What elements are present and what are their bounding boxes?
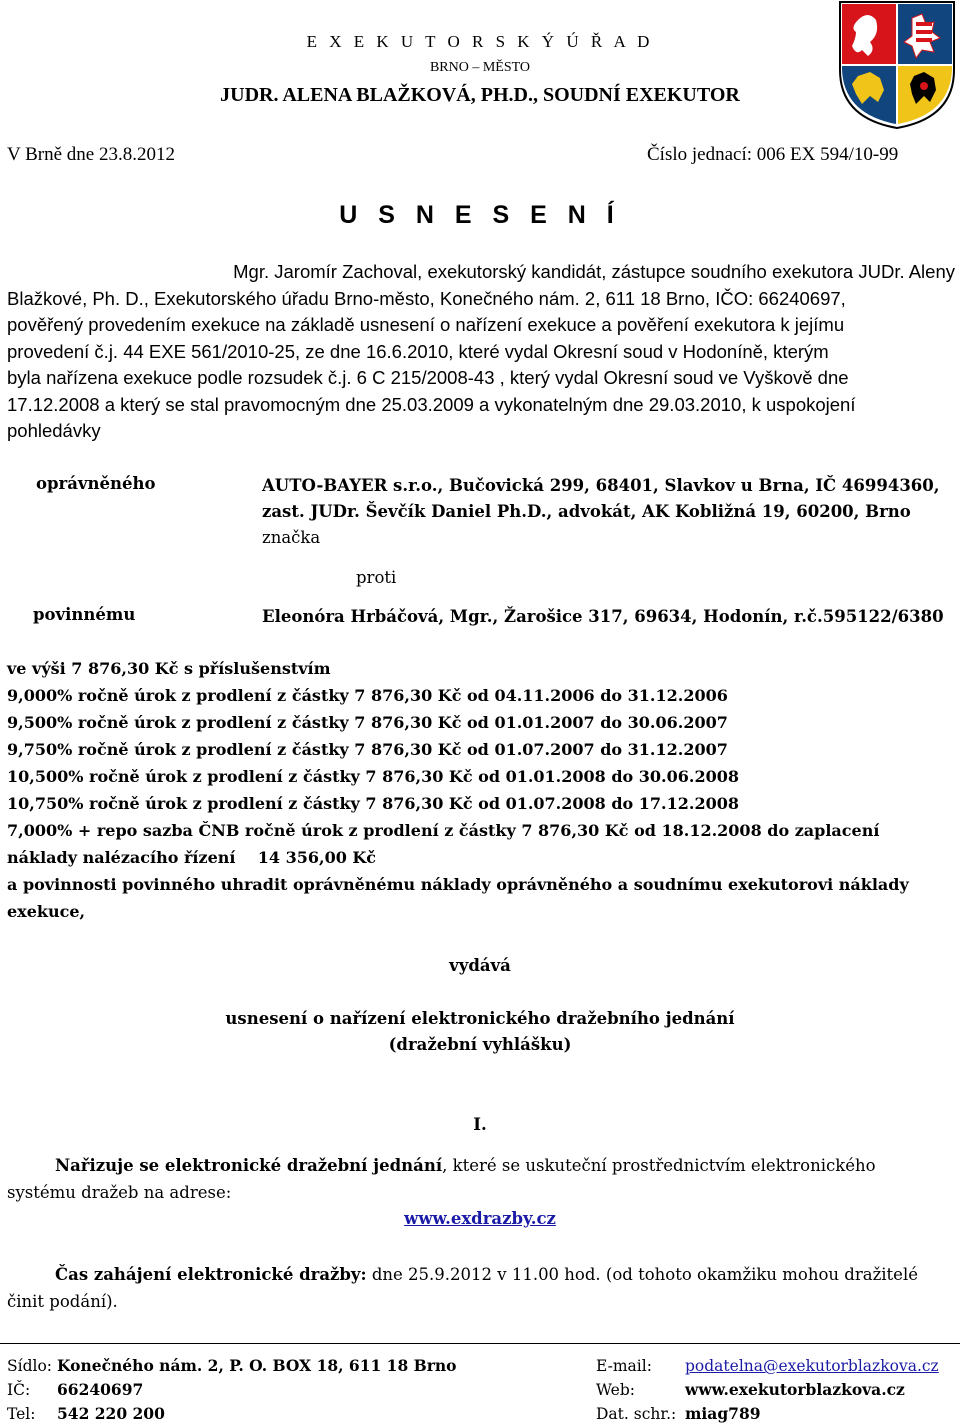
footer-email-value bbox=[685, 1354, 939, 1378]
claim-line: 9,000% ročně úrok z prodlení z částky 7 876,30 Kč od 04.11.2006 do 31.12.2006 bbox=[7, 686, 728, 705]
footer-databox-label: Dat. schr.: bbox=[596, 1405, 677, 1423]
claim-line: 7,000% + repo sazba ČNB ročně úrok z prodlení z částky 7 876,30 Kč od 18.12.2008 do zaplacení bbox=[7, 821, 880, 840]
footer-tel-label: Tel: bbox=[7, 1405, 36, 1423]
claim-line: 10,750% ročně úrok z prodlení z částky 7 876,30 Kč od 01.07.2008 do 17.12.2008 bbox=[7, 794, 739, 813]
intro-line: Mgr. Jaromír Zachoval, exekutorský kandidát, zástupce soudního exekutora JUDr. Aleny bbox=[233, 261, 955, 282]
creditor-representative: zast. JUDr. Ševčík Daniel Ph.D., advokát, AK Kobližná 19, 60200, Brno bbox=[262, 502, 911, 521]
footer-databox-value: miag789 bbox=[685, 1404, 761, 1423]
claim-line: 9,750% ročně úrok z prodlení z částky 7 876,30 Kč od 01.07.2007 do 31.12.2007 bbox=[7, 740, 728, 759]
order-paragraph bbox=[7, 1152, 955, 1206]
claim-line: náklady nalézacího řízení 14 356,00 Kč bbox=[7, 848, 377, 867]
footer-seat-value: Konečného nám. 2, P. O. BOX 18, 611 18 Brno bbox=[57, 1356, 457, 1375]
intro-line: Blažkové, Ph. D., Exekutorského úřadu Brno-město, Konečného nám. 2, 611 18 Brno, IČO: 66240697, bbox=[7, 287, 846, 309]
footer-email-label: E-mail: bbox=[596, 1357, 652, 1375]
document-title: U S N E S E N Í bbox=[339, 201, 621, 229]
claim-block bbox=[7, 655, 955, 925]
intro-line: byla nařízena exekuce podle rozsudek č.j. 6 C 215/2008-43 , který vydal Okresní soud ve Vyškově dne bbox=[7, 367, 849, 388]
footer-tel-value: 542 220 200 bbox=[57, 1404, 165, 1423]
intro-line: 17.12.2008 a který se stal pravomocným dne 25.03.2009 a vykonatelným dne 29.03.2010, k uspokojení bbox=[7, 393, 856, 415]
intro-line: pověřený provedením exekuce na základě usnesení o nařízení exekuce a pověření exekutora k jejímu bbox=[7, 314, 845, 335]
start-text: dne 25.9.2012 v 11.00 hod. (od tohoto okamžiku mohou dražitelé bbox=[366, 1265, 918, 1284]
footer-web-label: Web: bbox=[596, 1381, 635, 1399]
claim-line: exekuce, bbox=[7, 902, 86, 921]
intro-line: provedení č.j. 44 EXE 561/2010-25, ze dne 16.6.2010, které vydal Okresní soud v Hodoníně, kterým bbox=[7, 340, 829, 362]
order-text-2: systému dražeb na adrese: bbox=[7, 1183, 232, 1202]
auction-url-link[interactable]: www.exdrazby.cz bbox=[404, 1209, 556, 1228]
start-paragraph bbox=[7, 1261, 955, 1315]
resolution-title: usnesení o nařízení elektronického dražebního jednání bbox=[225, 1009, 735, 1028]
office-city: BRNO – MĚSTO bbox=[429, 60, 531, 75]
claim-line: 10,500% ročně úrok z prodlení z částky 7 876,30 Kč od 01.01.2008 do 30.06.2008 bbox=[7, 767, 739, 786]
resolution-subtitle: (dražební vyhlášku) bbox=[388, 1035, 572, 1054]
footer-ic-value: 66240697 bbox=[57, 1380, 144, 1399]
executor-name: JUDR. ALENA BLAŽKOVÁ, PH.D., SOUDNÍ EXEKUTOR bbox=[220, 84, 740, 106]
office-name: E X E K U T O R S K Ý Ú Ř A D bbox=[306, 32, 654, 51]
intro-paragraph bbox=[7, 259, 955, 445]
order-bold: Nařizuje se elektronické dražební jednání bbox=[55, 1156, 443, 1175]
footer-web-value[interactable]: www.exekutorblazkova.cz bbox=[685, 1380, 905, 1399]
state-emblem-icon bbox=[836, 0, 958, 130]
footer-seat-label: Sídlo: bbox=[7, 1357, 53, 1375]
case-number: Číslo jednací: 006 EX 594/10-99 bbox=[647, 144, 899, 165]
versus-label: proti bbox=[356, 568, 397, 587]
creditor-reference: značka bbox=[262, 528, 321, 547]
claim-line: 9,500% ročně úrok z prodlení z částky 7 876,30 Kč od 01.01.2007 do 30.06.2007 bbox=[7, 713, 728, 732]
issues-heading: vydává bbox=[449, 956, 511, 975]
order-text: , které se uskuteční prostřednictvím elektronického bbox=[442, 1156, 876, 1175]
place-date: V Brně dne 23.8.2012 bbox=[7, 144, 175, 165]
email-link[interactable]: podatelna@exekutorblazkova.cz bbox=[685, 1357, 939, 1375]
debtor-label: povinnému bbox=[33, 605, 136, 624]
creditor-label: oprávněného bbox=[36, 474, 156, 493]
footer-divider bbox=[0, 1343, 960, 1344]
footer-ic-label: IČ: bbox=[7, 1381, 31, 1399]
auction-url-wrap bbox=[0, 1209, 960, 1228]
claim-line: a povinnosti povinného uhradit oprávněnému náklady oprávněného a soudnímu exekutorovi náklady bbox=[7, 875, 909, 894]
debtor-line: Eleonóra Hrbáčová, Mgr., Žarošice 317, 69634, Hodonín, r.č.595122/6380 bbox=[262, 607, 944, 626]
intro-line: pohledávky bbox=[7, 420, 101, 441]
claim-line: ve výši 7 876,30 Kč s příslušenstvím bbox=[7, 659, 331, 678]
creditor-line: AUTO-BAYER s.r.o., Bučovická 299, 68401, Slavkov u Brna, IČ 46994360, bbox=[262, 476, 940, 495]
start-text-2: činit podání). bbox=[7, 1292, 118, 1311]
section-number: I. bbox=[473, 1115, 487, 1134]
start-bold: Čas zahájení elektronické dražby: bbox=[55, 1265, 367, 1284]
